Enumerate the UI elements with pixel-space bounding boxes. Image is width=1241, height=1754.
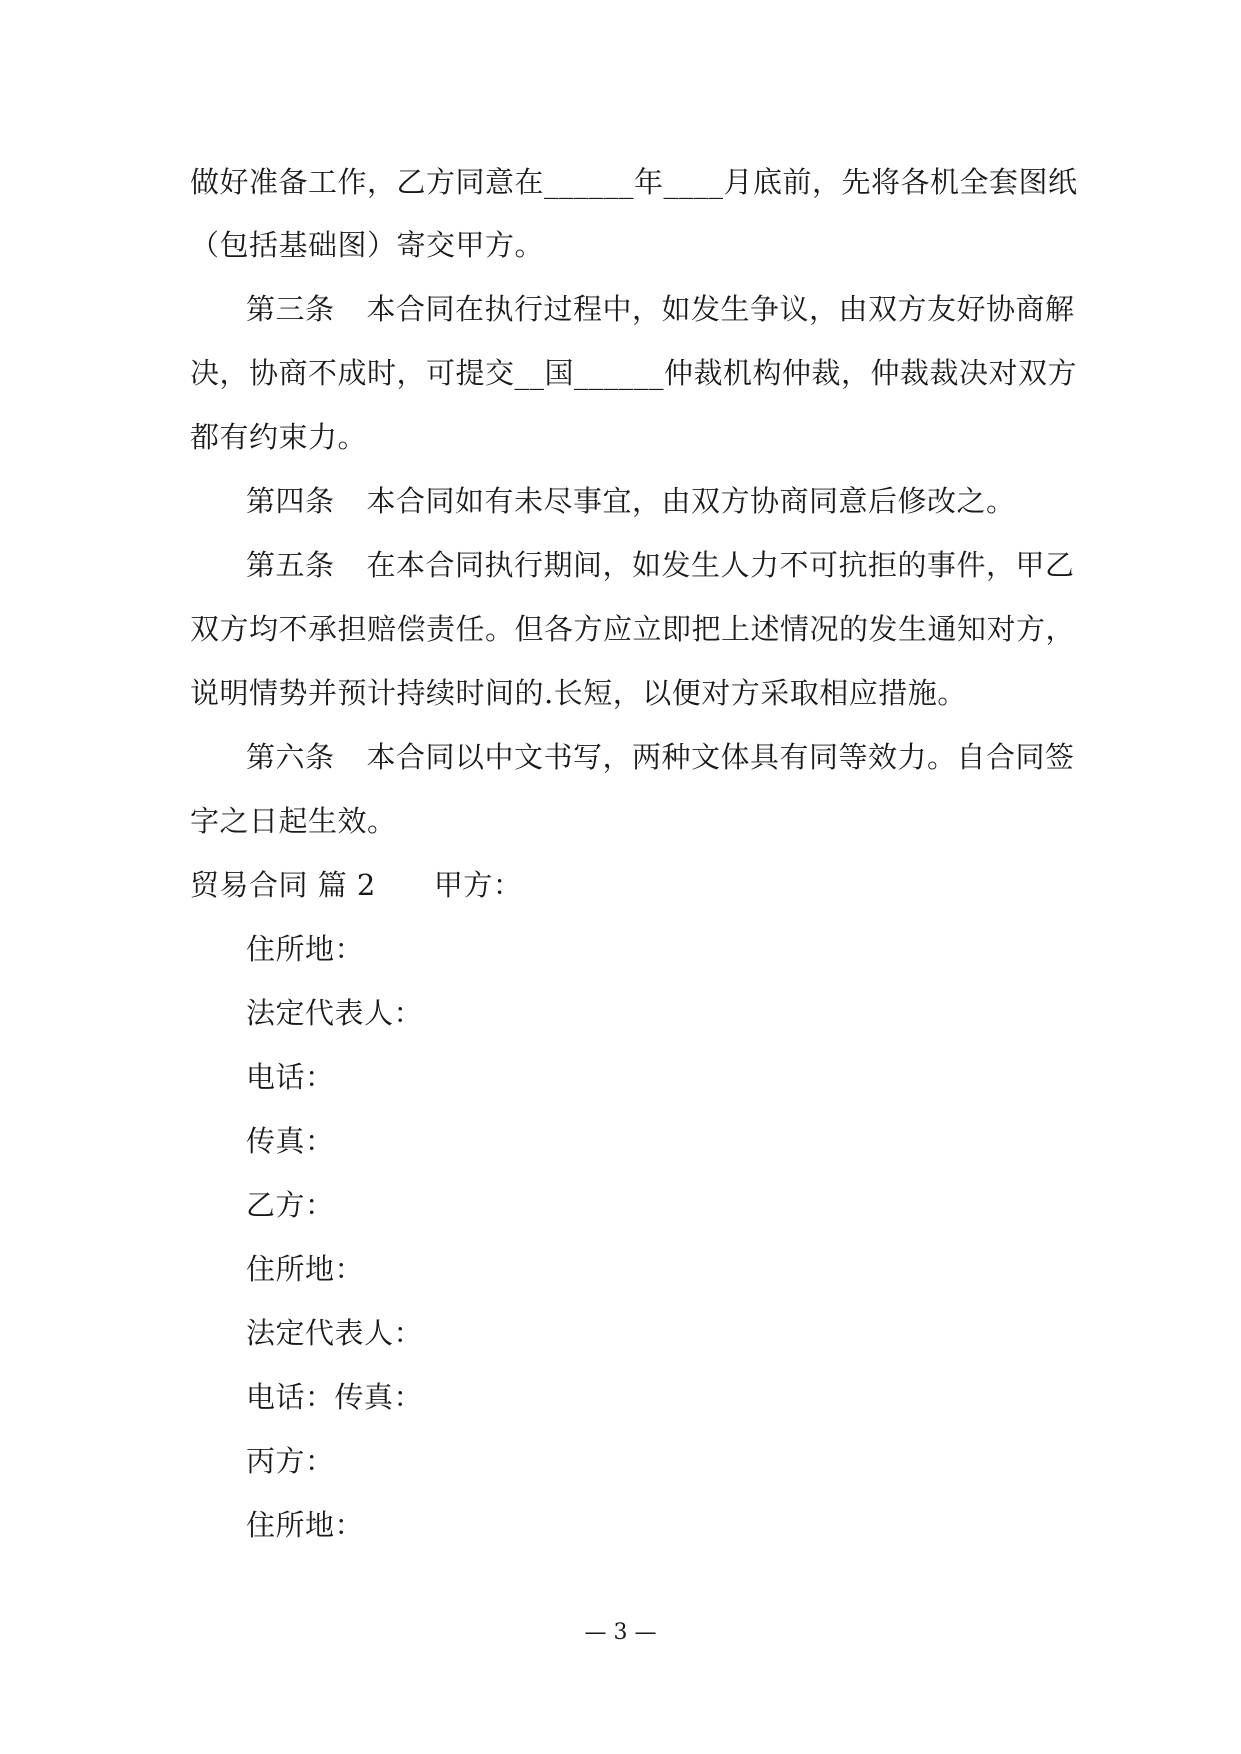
article5-line3: 说明情势并预计持续时间的.长短，以便对方采取相应措施。	[190, 676, 967, 710]
article3-text: 本合同在执行过程中，如发生争议，由双方友好协商解	[366, 292, 1075, 326]
article3-line1	[246, 289, 1075, 329]
field-party-a-phone: 电话：	[246, 1060, 335, 1094]
article3-line2: 决，协商不成时，可提交__国______仲裁机构仲裁，仲裁裁决对双方	[190, 356, 1078, 390]
article6-text: 本合同以中文书写，两种文体具有同等效力。自合同签	[366, 740, 1075, 774]
article3-number: 第三条	[246, 292, 335, 326]
article4-text: 本合同如有未尽事宜，由双方协商同意后修改之。	[366, 484, 1016, 518]
field-party-c-address: 住所地：	[246, 1508, 365, 1542]
article4-line1	[246, 481, 1016, 521]
field-party-a-fax: 传真：	[246, 1124, 335, 1158]
article4-number: 第四条	[246, 484, 335, 518]
contract2-heading: 贸易合同 篇 2	[190, 868, 376, 902]
field-party-a-legal-rep: 法定代表人：	[246, 996, 424, 1030]
article5-line1	[246, 545, 1075, 585]
field-party-c-label: 丙方：	[246, 1444, 335, 1478]
field-party-a-address: 住所地：	[246, 932, 365, 966]
field-party-b-legal-rep: 法定代表人：	[246, 1316, 424, 1350]
article5-line2: 双方均不承担赔偿责任。但各方应立即把上述情况的发生通知对方，	[190, 612, 1076, 646]
article5-text: 在本合同执行期间，如发生人力不可抗拒的事件，甲乙	[366, 548, 1075, 582]
article6-number: 第六条	[246, 740, 335, 774]
article6-line1	[246, 737, 1075, 777]
field-party-b-address: 住所地：	[246, 1252, 365, 1286]
party-a-label: 甲方：	[433, 868, 523, 902]
contract2-heading-line	[190, 865, 522, 905]
field-party-b-label: 乙方：	[246, 1188, 335, 1222]
article3-line3: 都有约束力。	[190, 420, 368, 454]
field-party-b-phone-fax: 电话：传真：	[246, 1380, 424, 1414]
article2-continuation-line1: 做好准备工作，乙方同意在______年____月底前，先将各机全套图纸	[190, 165, 1078, 199]
article6-line2: 字之日起生效。	[190, 804, 397, 838]
article2-continuation-line2: （包括基础图）寄交甲方。	[190, 228, 545, 262]
page-number: — 3 —	[584, 1620, 657, 1645]
article5-number: 第五条	[246, 548, 335, 582]
